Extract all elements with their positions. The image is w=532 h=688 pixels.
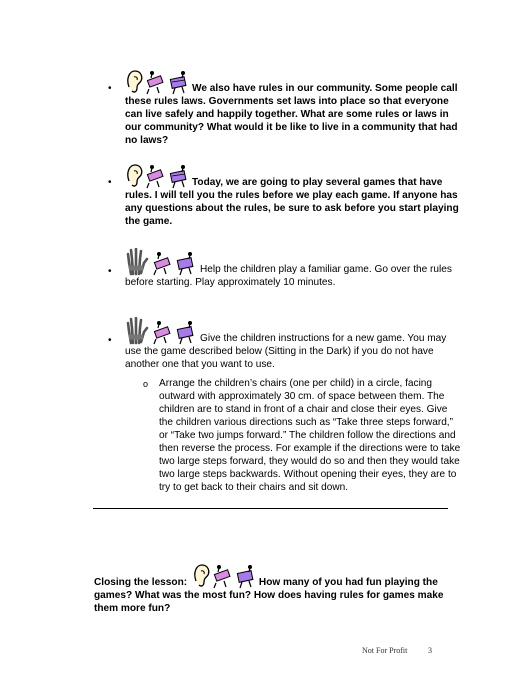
list-item — [125, 163, 460, 228]
pencil-character-icon — [147, 71, 163, 94]
closing-label: Closing the lesson: — [94, 577, 188, 588]
book-character-icon — [177, 321, 193, 344]
ear-icon — [128, 71, 142, 92]
divider — [93, 508, 448, 509]
hand-icon — [128, 318, 147, 343]
list-item — [125, 317, 460, 371]
pencil-character-icon — [154, 252, 170, 275]
pencil-character-icon — [154, 321, 170, 344]
page-number: 3 — [428, 646, 432, 655]
bullet: • — [108, 266, 112, 277]
book-character-icon — [177, 252, 193, 275]
ear-icon — [195, 565, 209, 586]
book-character-icon — [170, 71, 186, 94]
list-item — [125, 69, 460, 147]
footer-text: Not For Profit — [362, 646, 408, 655]
item-text: We also have rules in our community. Some people call these rules laws. Governments set laws into place so that everyone can live safely and happily together. What are some rules or laws in our community? What would it be like to live in a community that had no laws? — [125, 83, 458, 146]
listen-icon-group — [125, 69, 191, 95]
pencil-character-icon — [147, 165, 163, 188]
sub-bullet: o — [143, 379, 149, 389]
bullet: • — [108, 335, 112, 346]
hand-icon — [128, 249, 147, 274]
bullet: • — [108, 177, 112, 188]
list-item — [125, 248, 460, 289]
sub-list-item: Arrange the children’s chairs (one per child) in a circle, facing outward with approximately 30 cm. of space between them. The children are to stand in front of a chair and close their eyes. Give the children various directions such as “Take three steps forward,” or “Take two jumps forward.” The children follow the directions and then reverse the process. For example if the directions were to take two large steps forward, they would do so and then they would take two large steps backwards. Without opening their eyes, they are to try to get back to their chairs and sit down. — [159, 378, 461, 493]
doing-icon-group — [125, 317, 199, 345]
pencil-character-icon — [214, 565, 230, 588]
ear-icon — [128, 165, 142, 186]
doing-icon-group — [125, 248, 199, 276]
closing-text: How many of you had fun playing the games? What was the most fun? How does having rules for games make them more fun? — [94, 577, 444, 614]
item-text: Help the children play a familiar game. Go over the rules before starting. Play approximately 10 minutes. — [125, 264, 452, 288]
item-text: Today, we are going to play several games that have rules. I will tell you the rules before we play each game. If anyone has any questions about the rules, be sure to ask before you start playing the game. — [125, 177, 459, 227]
book-character-icon — [237, 565, 253, 588]
item-text: Give the children instructions for a new game. You may use the game described below (Sitting in the Dark) if you do not have another one that you want to use. — [125, 333, 447, 370]
listen-icon-group — [192, 563, 258, 589]
listen-icon-group — [125, 163, 191, 189]
bullet: • — [108, 83, 112, 94]
closing-section — [94, 563, 454, 615]
book-character-icon — [170, 165, 186, 188]
